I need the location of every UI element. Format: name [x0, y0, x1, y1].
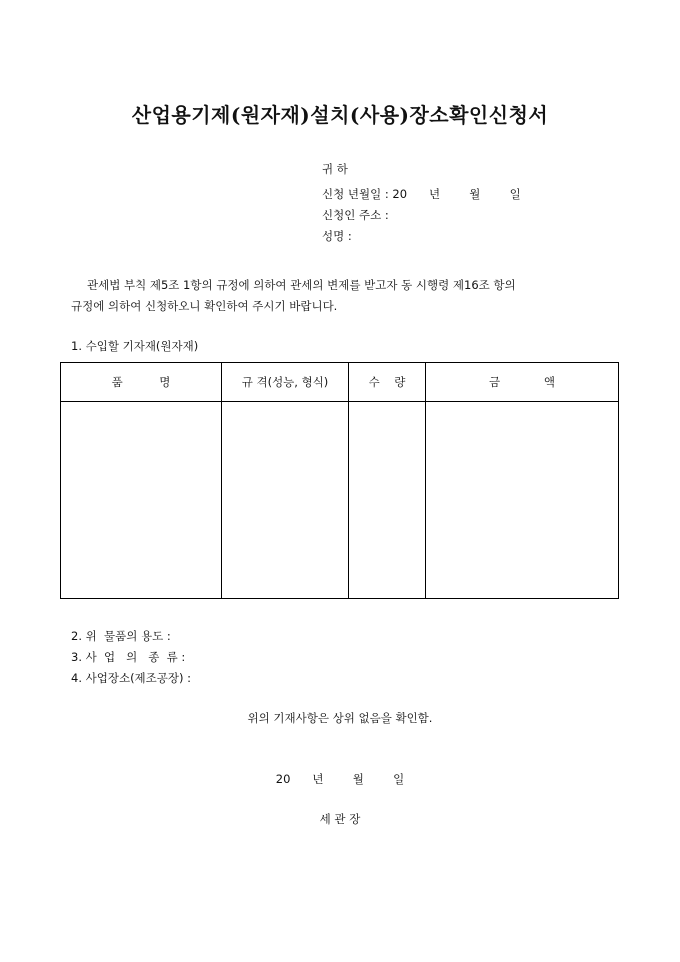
section-1-heading: 1. 수입할 기자재(원자재)	[71, 339, 199, 353]
section-4-business-place: 4. 사업장소(제조공장) :	[71, 671, 192, 685]
body-text-line-2: 규정에 의하여 신청하오니 확인하여 주시기 바랍니다.	[71, 299, 338, 313]
cell-quantity	[349, 402, 426, 599]
items-table	[60, 362, 619, 599]
confirmation-statement: 위의 기재사항은 상위 없음을 확인함.	[247, 711, 433, 725]
footer-date: 20 년 월 일	[275, 772, 405, 786]
body-text-line-1: 관세법 부칙 제5조 1항의 규정에 의하여 관세의 변제를 받고자 동 시행령 제16조 항의	[87, 278, 516, 292]
addressee: 귀 하	[322, 162, 348, 176]
header-specification: 규 격(성능, 형식)	[222, 363, 349, 402]
table-header-row	[61, 363, 619, 402]
section-3-business-type: 3. 사 업 의 종 류 :	[71, 650, 186, 664]
document-title: 산업용기제(원자재)설치(사용)장소확인신청서	[131, 103, 549, 127]
applicant-name-field: 성명 :	[322, 229, 352, 243]
application-date-field: 신청 년월일 : 20 년 월 일	[322, 187, 521, 201]
header-item-name: 품 명	[61, 363, 222, 402]
cell-specification	[222, 402, 349, 599]
cell-item-name	[61, 402, 222, 599]
applicant-address-field: 신청인 주소 :	[322, 208, 389, 222]
customs-chief-signature: 세 관 장	[319, 812, 361, 826]
section-2-usage: 2. 위 물품의 용도 :	[71, 629, 171, 643]
cell-amount	[426, 402, 619, 599]
header-quantity: 수 량	[349, 363, 426, 402]
table-row	[61, 402, 619, 599]
header-amount: 금 액	[426, 363, 619, 402]
